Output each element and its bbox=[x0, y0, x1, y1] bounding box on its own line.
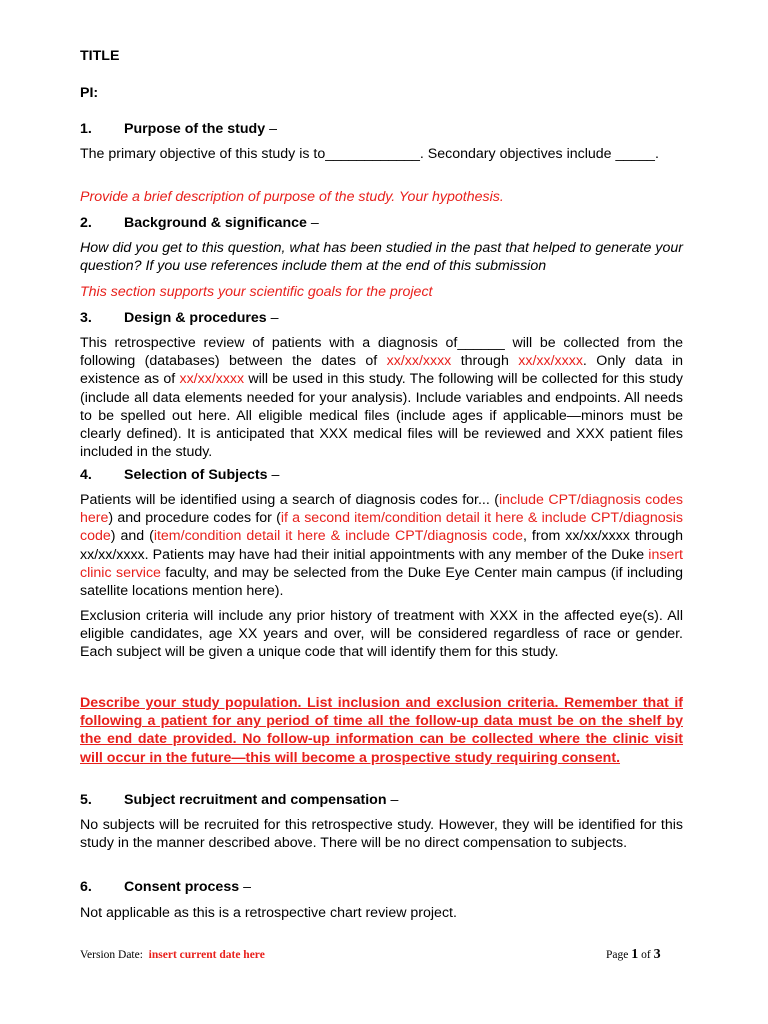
section-1-note: Provide a brief description of purpose of the study. Your hypothesis. bbox=[80, 189, 504, 205]
pi-label: PI: bbox=[80, 85, 99, 101]
section-2-note: This section supports your scientific goals for the project bbox=[80, 284, 433, 300]
section-2-heading: 2. Background & significance – bbox=[80, 215, 319, 231]
section-title: Background & significance bbox=[124, 215, 307, 231]
section-title: Purpose of the study bbox=[124, 121, 266, 137]
date-placeholder: xx/xx/xxxx bbox=[179, 371, 245, 388]
document-title: TITLE bbox=[80, 48, 120, 64]
section-title: Design & procedures bbox=[124, 310, 267, 326]
section-title: Consent process bbox=[124, 879, 240, 895]
section-2-body: How did you get to this question, what has been studied in the past that helped to generate your question? If you use references include them at the end of this submission bbox=[80, 240, 683, 275]
population-warning: Describe your study population. List inclusion and exclusion criteria. Remember that if following a patient for any period of time all the follow-up data must be on the shelf by the end date provided. No follow-up information can be collected where the clinic visit will occur in the future—this will become a prospective study requiring consent. bbox=[80, 695, 683, 766]
section-5-heading: 5. Subject recruitment and compensation – bbox=[80, 792, 399, 808]
page-indicator: Page 1 of 3 bbox=[606, 947, 661, 962]
section-3-heading: 3. Design & procedures – bbox=[80, 310, 279, 326]
section-3-body: This retrospective review of patients with a diagnosis of______ will be collected from the following (databases) between the dates of xx/xx/xxxx through xx/xx/xxxx. Only data in existence as of xx/xx/xxxx will be used in this study. The following will be collected for this study (include all data elements needed for your analysis). Include variables and endpoints. All needs to be spelled out here. All eligible medical files (include ages if applicable—minors must be clearly defined). It is anticipated that XXX medical files will be reviewed and XXX patient files included in the study. bbox=[80, 335, 683, 461]
date-placeholder: xx/xx/xxxx bbox=[518, 353, 583, 370]
section-4-heading: 4. Selection of Subjects – bbox=[80, 467, 280, 483]
section-title: Subject recruitment and compensation bbox=[124, 792, 387, 808]
section-5-body: No subjects will be recruited for this retrospective study. However, they will be identified for this study in the manner described above. There will be no direct compensation to subjects. bbox=[80, 817, 683, 852]
page-number: 1 bbox=[631, 947, 639, 962]
exclusion-criteria: Exclusion criteria will include any prior history of treatment with XXX in the affected eye(s). All eligible candidates, age XX years and over, will be considered regardless of race or gender. Each subject will be given a unique code that will identify them for this study. bbox=[80, 608, 683, 661]
section-number: 1. bbox=[80, 121, 92, 137]
section-title: Selection of Subjects bbox=[124, 467, 268, 483]
section-1-body: The primary objective of this study is to____________. Secondary objectives include _____. bbox=[80, 146, 659, 162]
version-value: insert current date here bbox=[148, 949, 265, 961]
section-1-heading: 1. Purpose of the study – bbox=[80, 121, 277, 137]
version-date bbox=[80, 946, 265, 964]
section-6-body: Not applicable as this is a retrospective chart review project. bbox=[80, 905, 457, 921]
section-4-body: Patients will be identified using a search of diagnosis codes for... (include CPT/diagnosis codes here) and procedure codes for (if a second item/condition detail it here & include CPT/diagnosis code) and (item/condition detail it here & include CPT/diagnosis code, from xx/xx/xxxx through xx/xx/xxxx. Patients may have had their initial appointments with any member of the Duke insert clinic service faculty, and may be selected from the Duke Eye Center main campus (if including satellite locations mention here). bbox=[80, 492, 684, 600]
page-total: 3 bbox=[653, 947, 661, 962]
date-placeholder: xx/xx/xxxx bbox=[386, 353, 452, 370]
section-6-heading: 6. Consent process – bbox=[80, 879, 251, 895]
version-label: Version Date: bbox=[80, 949, 143, 961]
